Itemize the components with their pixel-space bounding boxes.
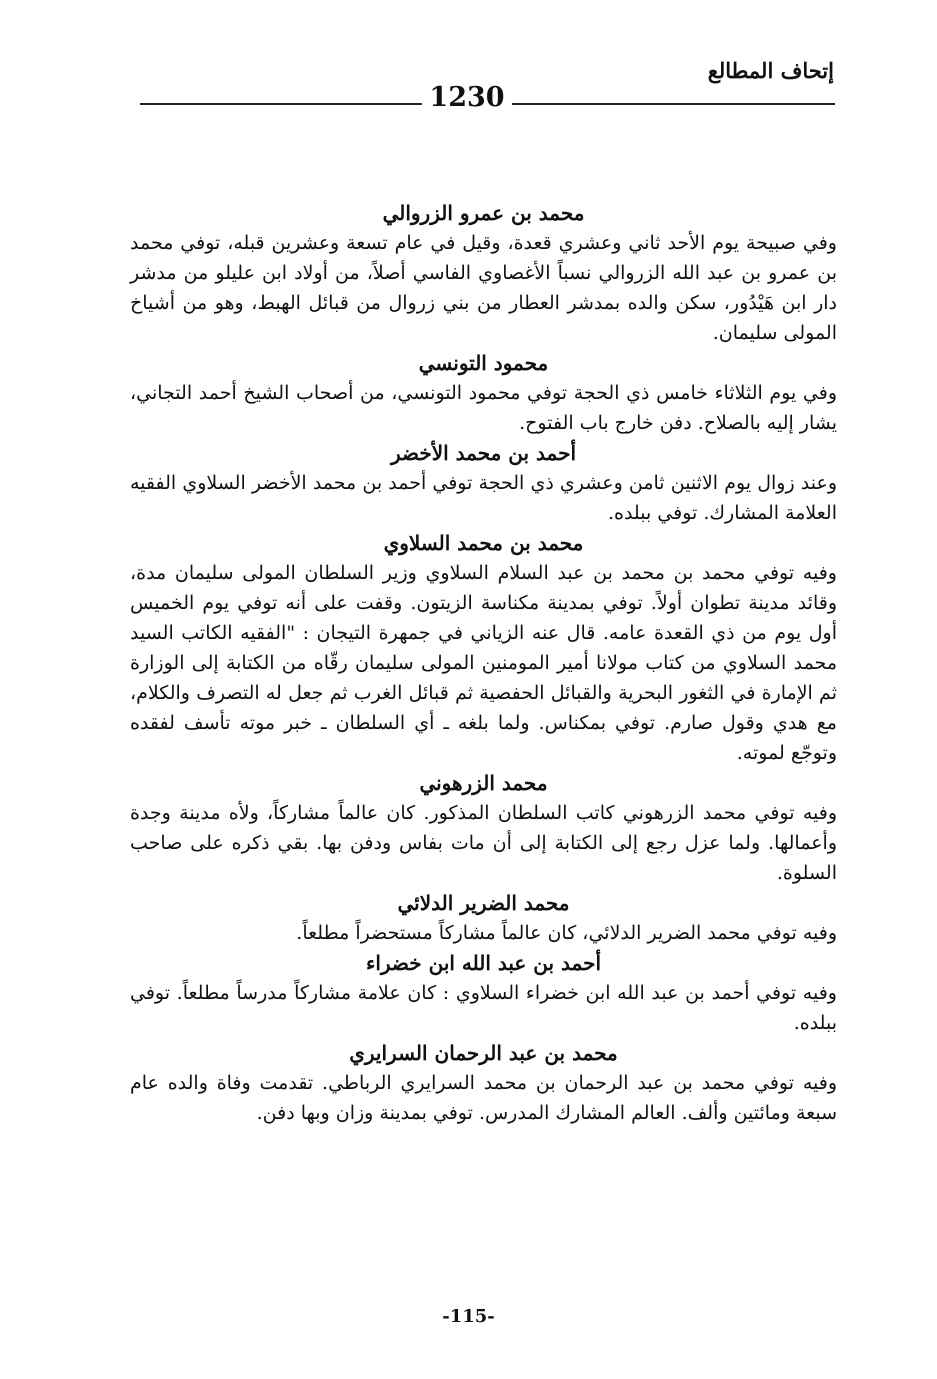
- header-rule-left: [140, 103, 422, 105]
- page-content: [130, 198, 837, 1128]
- entry-body: وفيه توفي محمد الضرير الدلائي، كان عالماً مشاركاً مستحضراً مطلعاً.: [296, 922, 837, 944]
- entry: [130, 528, 837, 768]
- entry: [130, 948, 837, 1038]
- header-year: 1230: [429, 82, 505, 113]
- entry-title: محمد بن عمرو الزروالي: [382, 201, 585, 225]
- entry-title: محمود التونسي: [418, 351, 549, 375]
- entry: [130, 198, 837, 348]
- entry-body: وفيه توفي محمد بن عبد الرحمان بن محمد السرايري الرباطي. تقدمت وفاة والده عام سبعة ومائتين وألف. العالم المشارك المدرس. توفي بمدينة وزان وبها دفن.: [130, 1072, 837, 1124]
- entry-body: وفيه توفي أحمد بن عبد الله ابن خضراء السلاوي : كان علامة مشاركاً مدرساً مطلعاً. توفي ببلده.: [130, 982, 837, 1034]
- page-number: -115-: [442, 1306, 495, 1327]
- entry-body: وفي يوم الثلاثاء خامس ذي الحجة توفي محمود التونسي، من أصحاب الشيخ أحمد التجاني، يشار إليه بالصلاح. دفن خارج باب الفتوح.: [130, 382, 837, 434]
- entry-body: وعند زوال يوم الاثنين ثامن وعشري ذي الحجة توفي أحمد بن محمد الأخضر السلاوي الفقيه العلامة المشارك. توفي ببلده.: [130, 472, 837, 524]
- entry: [130, 438, 837, 528]
- header-rule-right: [512, 103, 835, 105]
- entry-title: محمد بن محمد السلاوي: [383, 531, 584, 555]
- entry: [130, 768, 837, 888]
- entry: [130, 1038, 837, 1128]
- entry-title: محمد الضرير الدلائي: [397, 891, 570, 915]
- entry-body: وفي صبيحة يوم الأحد ثاني وعشري قعدة، وقيل في عام تسعة وعشرين قبله، توفي محمد بن عمرو بن عبد الله الزروالي نسباً الأغصاوي الفاسي أصلاً، من أولاد ابن عليلو من مدشر دار ابن هَيْدُور، سكن والده بمدشر العطار من بني زروال من قبائل الهبط، وهو من أشياخ المولى سليمان.: [130, 232, 837, 344]
- entry-body: وفيه توفي محمد بن محمد بن عبد السلام السلاوي وزير السلطان المولى سليمان مدة، وقائد مدينة تطوان أولاً. توفي بمدينة مكناسة الزيتون. وقفت على أنه توفي يوم الخميس أول يوم من ذي القعدة عامه. قال عنه الزياني في جمهرة التيجان : "الفقيه الكاتب السيد محمد السلاوي من كتاب مولانا أمير المومنين المولى سليمان رقّاه من الكتابة إلى الوزارة ثم الإمارة في الثغور البحرية والقبائل الحفصية ثم قبائل الغرب ثم جعل له التصرف والكلام، مع هدي وقول صارم. توفي بمكناس. ولما بلغه ـ أي السلطان ـ خبر موته تأسف لفقده وتوجّع لموته.: [130, 562, 837, 764]
- entry-title: أحمد بن عبد الله ابن خضراء: [365, 951, 602, 975]
- running-header-title: إتحاف المطالع: [707, 58, 834, 83]
- entry-body: وفيه توفي محمد الزرهوني كاتب السلطان المذكور. كان عالماً مشاركاً، ولأه مدينة وجدة وأعمالها. ولما عزل رجع إلى الكتابة إلى أن مات بفاس ودفن بها. بقي ذكره على صاحب السلوة.: [130, 802, 837, 884]
- entry-title: أحمد بن محمد الأخضر: [390, 441, 577, 465]
- entry: [130, 888, 837, 948]
- entry-title: محمد الزرهوني: [419, 771, 548, 795]
- entry-title: محمد بن عبد الرحمان السرايري: [349, 1041, 618, 1065]
- entry: [130, 348, 837, 438]
